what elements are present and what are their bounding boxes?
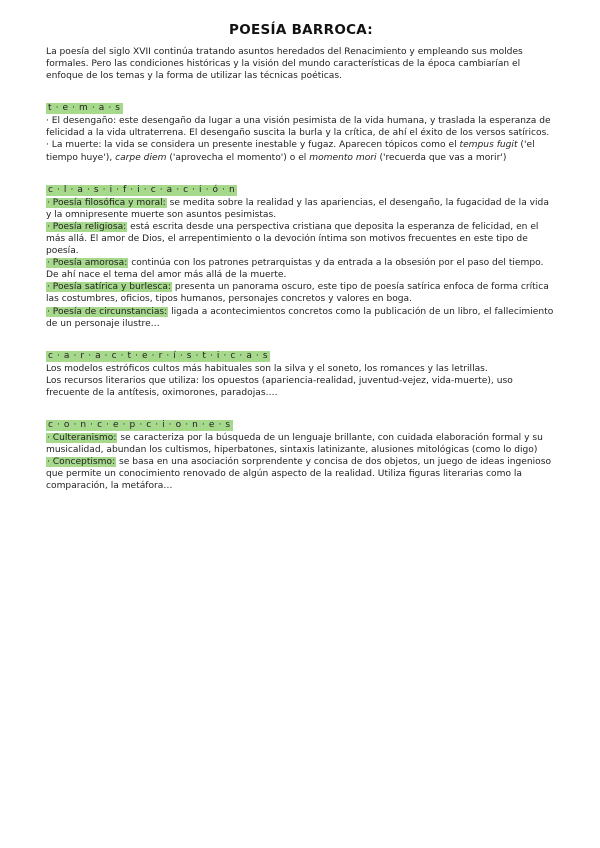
item-text: está escrita desde una perspectiva cristiana que deposita la esperanza de felicidad, en el más allá. El amor de Dios, el arrepentimiento o la devoción íntima son motivos frecuentes en este tipo de poesía. <box>46 221 539 257</box>
item-text: continúa con los patrones petrarquistas y da entrada a la obsesión por el paso del tiempo. De ahí nace el tema del amor más allá de la muerte. <box>46 258 544 281</box>
section-heading-temas: t · e · m · a · s <box>48 103 121 114</box>
muerte-latin-carpe-diem: carpe diem <box>115 152 167 163</box>
item-label-filosofica: · Poesía filosófica y moral: <box>47 197 166 208</box>
section-heading-clasificacion: c · l · a · s · i · f · i · c · a · c · i · ó · n <box>48 184 236 195</box>
muerte-latin-tempus-fugit: tempus fugit <box>459 140 518 151</box>
clasificacion-item <box>46 281 556 305</box>
section-heading-concepciones: c · o · n · c · e · p · c · i · o · n · e · s <box>48 419 231 430</box>
section-clasificacion <box>46 177 556 330</box>
clasificacion-item <box>46 306 556 330</box>
item-label-circunstancias: · Poesía de circunstancias: <box>47 306 168 317</box>
clasificacion-item <box>46 221 556 257</box>
muerte-latin-momento-mori: momento mori <box>309 152 377 163</box>
item-label-satirica: · Poesía satírica y burlesca: <box>47 282 171 293</box>
item-text: se basa en una asociación sorprendente y concisa de dos objetos, un juego de ideas ingenioso que permite un conocimiento renovado de algún aspecto de la realidad. Utiliza figuras literarias como la comparación, la metáfora… <box>46 457 552 492</box>
item-label-conceptismo: · Conceptismo: <box>47 457 116 468</box>
temas-item-muerte <box>46 139 556 163</box>
clasificacion-item <box>46 197 556 221</box>
concepciones-item <box>46 456 556 492</box>
section-caracteristicas <box>46 343 556 399</box>
muerte-text-g: ('recuerda que vas a morir') <box>376 152 507 163</box>
intro-paragraph: La poesía del siglo XVII continúa tratando asuntos heredados del Renacimiento y empleando sus moldes formales. Pero las condiciones históricas y la visión del mundo características de la época cambiarían el enfoque de los temas y la forma de utilizar las técnicas poéticas. <box>46 47 523 82</box>
section-temas <box>46 95 556 163</box>
item-text: ligada a acontecimientos concretos como la publicación de un libro, el fallecimiento de un personaje ilustre… <box>46 306 554 329</box>
item-label-culteranismo: · Culteranismo: <box>47 432 117 443</box>
item-text: se medita sobre la realidad y las apariencias, el desengaño, la fugacidad de la vida y la omnipresente muerte son asuntos pesimistas. <box>46 197 549 220</box>
muerte-text-e: ('aprovecha el momento') o el <box>166 152 310 163</box>
concepciones-item <box>46 432 556 456</box>
item-text: se caracteriza por la búsqueda de un lenguaje brillante, con cuidada elaboración formal y su musicalidad, abundan los cultismos, hiperbatones, sintaxis latinizante, alusiones mitológicas (como lo digo) <box>46 432 543 456</box>
section-heading-caracteristicas: c · a · r · a · c · t · e · r · í · s · t · i · c · a · s <box>48 350 269 361</box>
muerte-text-c: ('el tiempo huye'), <box>46 140 535 163</box>
temas-item-desengano: · El desengaño: este desengaño da lugar a una visión pesimista de la vida humana, y traslada la esperanza de felicidad a la vida ultraterrena. El desengaño suscita la burla y la crítica, de ahí el éxito de los versos satíricos. <box>46 116 551 139</box>
page-title: POESÍA BARROCA: <box>229 22 373 38</box>
clasificacion-item <box>46 257 556 281</box>
item-text: presenta un panorama oscuro, este tipo de poesía satírica enfoca de forma crítica las costumbres, oficios, tipos humanos, personajes concretos y valores en boga. <box>46 282 549 305</box>
item-label-amorosa: · Poesía amorosa: <box>47 258 128 269</box>
caracteristicas-recursos: Los recursos literarios que utiliza: los opuestos (apariencia-realidad, juventud-vejez, vida-muerte), uso frecuente de la antítesis, oximorones, paradojas…. <box>46 375 513 398</box>
muerte-text-a: · La muerte: la vida se considera un presente inestable y fugaz. Aparecen tópicos como el <box>46 140 460 151</box>
section-concepciones <box>46 412 556 492</box>
caracteristicas-estrofas: Los modelos estróficos cultos más habituales son la silva y el soneto, los romances y las letrillas. <box>46 363 488 374</box>
item-label-religiosa: · Poesía religiosa: <box>47 221 127 232</box>
